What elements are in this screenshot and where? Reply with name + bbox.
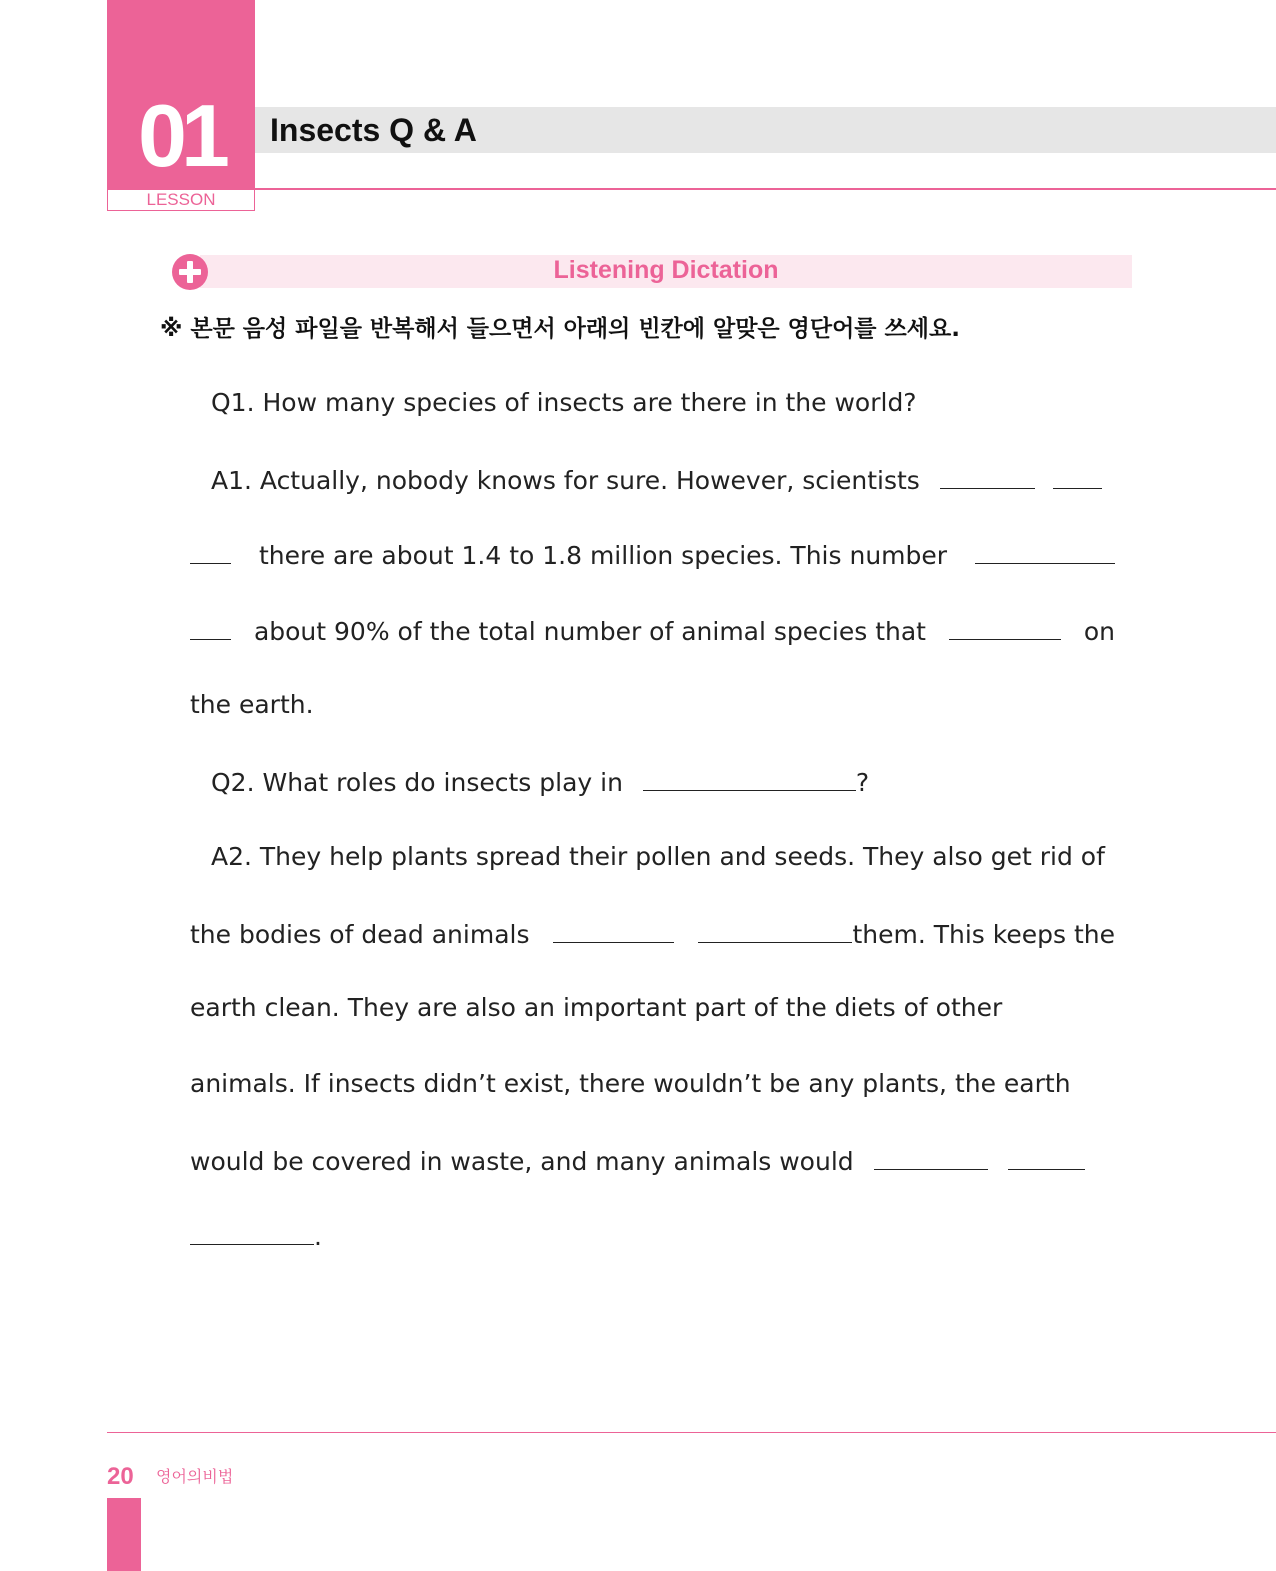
answer-blank[interactable] — [643, 764, 856, 791]
answer-1-text: A1. Actually, nobody knows for sure. However, scientists — [211, 466, 920, 495]
answer-2-text: would be covered in waste, and many animals would — [190, 1147, 854, 1176]
answer-2-line-5 — [190, 1143, 1115, 1179]
section-title: Listening Dictation — [553, 256, 779, 284]
answer-blank[interactable] — [553, 916, 674, 943]
answer-blank[interactable] — [874, 1143, 988, 1170]
plus-circle-icon — [171, 253, 209, 291]
answer-2-text: the bodies of dead animals — [190, 920, 530, 949]
answer-1-text: on — [1083, 617, 1115, 646]
page-number: 20 — [107, 1463, 134, 1490]
title-divider — [255, 188, 1276, 190]
answer-2-line-2 — [190, 916, 1115, 952]
book-title: 영어의비법 — [156, 1467, 234, 1486]
answer-blank[interactable] — [698, 916, 852, 943]
answer-blank[interactable] — [1053, 462, 1102, 489]
instruction-text: ※ 본문 음성 파일을 반복해서 들으면서 아래의 빈칸에 알맞은 영단어를 쓰세요. — [160, 316, 960, 342]
question-2 — [211, 764, 1115, 800]
answer-1-line-1 — [211, 462, 1115, 498]
answer-blank[interactable] — [190, 613, 231, 640]
footer-divider — [107, 1432, 1276, 1433]
question-2-mark: ? — [855, 768, 870, 797]
answer-blank[interactable] — [949, 613, 1061, 640]
answer-1-text: there are about 1.4 to 1.8 million species. This number — [258, 541, 948, 570]
answer-1-line-2 — [190, 537, 1115, 573]
lesson-number: 01 — [138, 86, 224, 185]
answer-2-text: . — [314, 1222, 322, 1251]
answer-blank[interactable] — [1008, 1143, 1085, 1170]
lesson-label: LESSON — [107, 189, 255, 211]
answer-2-text: them. This keeps the — [852, 920, 1115, 949]
answer-blank[interactable] — [190, 1218, 314, 1245]
answer-2-line-1: A2. They help plants spread their pollen and seeds. They also get rid of — [211, 842, 1105, 871]
answer-2-line-3: earth clean. They are also an important part of the diets of other — [190, 993, 1003, 1022]
answer-blank[interactable] — [190, 537, 231, 564]
answer-blank[interactable] — [940, 462, 1035, 489]
footer-tab — [107, 1498, 141, 1571]
answer-1-text: about 90% of the total number of animal species that — [253, 617, 926, 646]
page-title: Insects Q & A — [270, 112, 477, 148]
answer-2-line-6 — [190, 1218, 1115, 1254]
answer-2-line-4: animals. If insects didn’t exist, there wouldn’t be any plants, the earth — [190, 1069, 1071, 1098]
title-bar — [255, 107, 1276, 153]
answer-blank[interactable] — [975, 537, 1115, 564]
question-1: Q1. How many species of insects are there in the world? — [211, 388, 917, 417]
lesson-badge — [107, 0, 255, 189]
section-header — [200, 255, 1132, 288]
question-2-text: Q2. What roles do insects play in — [211, 768, 623, 797]
answer-1-line-4: the earth. — [190, 690, 314, 719]
answer-1-line-3 — [190, 613, 1115, 649]
